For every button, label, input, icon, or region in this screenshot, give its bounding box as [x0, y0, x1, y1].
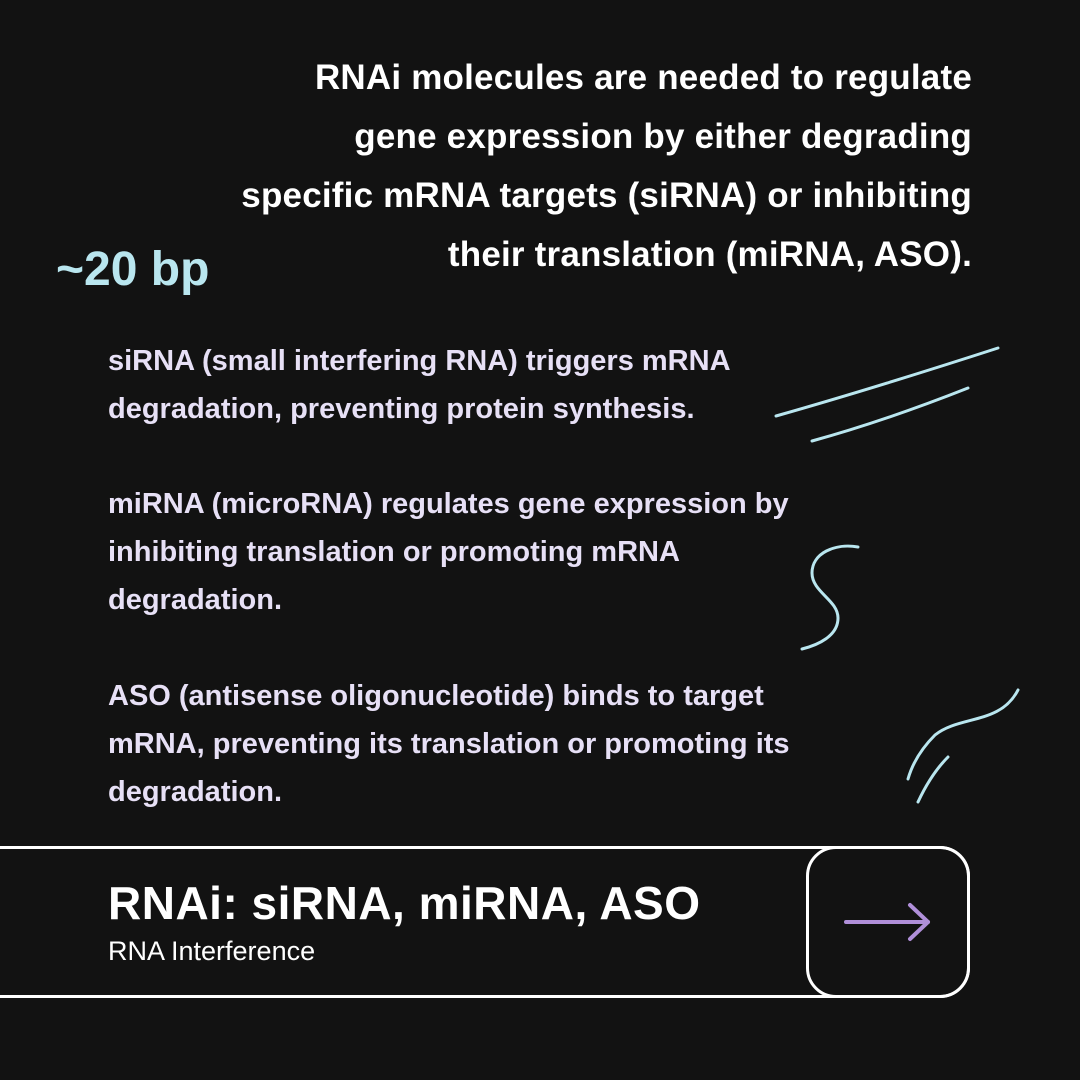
- mirna-line: miRNA (microRNA) regulates gene expression by: [108, 488, 789, 520]
- mirna-hairpin-icon: [802, 546, 858, 649]
- sirna-line: siRNA (small interfering RNA) triggers mRNA: [108, 345, 731, 377]
- aso-line: degradation.: [108, 776, 283, 808]
- sirna-double-strand-icon: [776, 348, 998, 416]
- banner-title: RNAi: siRNA, miRNA, ASO: [108, 877, 701, 929]
- mirna-line: degradation.: [108, 584, 283, 616]
- intro-line: gene expression by either degrading: [354, 117, 972, 156]
- mirna-line: inhibiting translation or promoting mRNA: [108, 536, 680, 568]
- size-label: ~20 bp: [56, 243, 210, 296]
- sirna-line: degradation, preventing protein synthesis.: [108, 393, 695, 425]
- aso-line: mRNA, preventing its translation or promoting its: [108, 728, 790, 760]
- intro-line: RNAi molecules are needed to regulate: [314, 58, 972, 97]
- banner-subtitle: RNA Interference: [108, 936, 316, 966]
- next-button[interactable]: [806, 846, 970, 998]
- intro-line: their translation (miRNA, ASO).: [447, 235, 972, 274]
- sirna-double-strand-icon: [812, 388, 968, 441]
- intro-line: specific mRNA targets (siRNA) or inhibiting: [241, 176, 972, 215]
- aso-strand-icon: [908, 690, 1018, 779]
- aso-strand-icon: [918, 757, 948, 802]
- aso-line: ASO (antisense oligonucleotide) binds to target: [108, 680, 764, 712]
- arrow-right-icon: [842, 899, 934, 945]
